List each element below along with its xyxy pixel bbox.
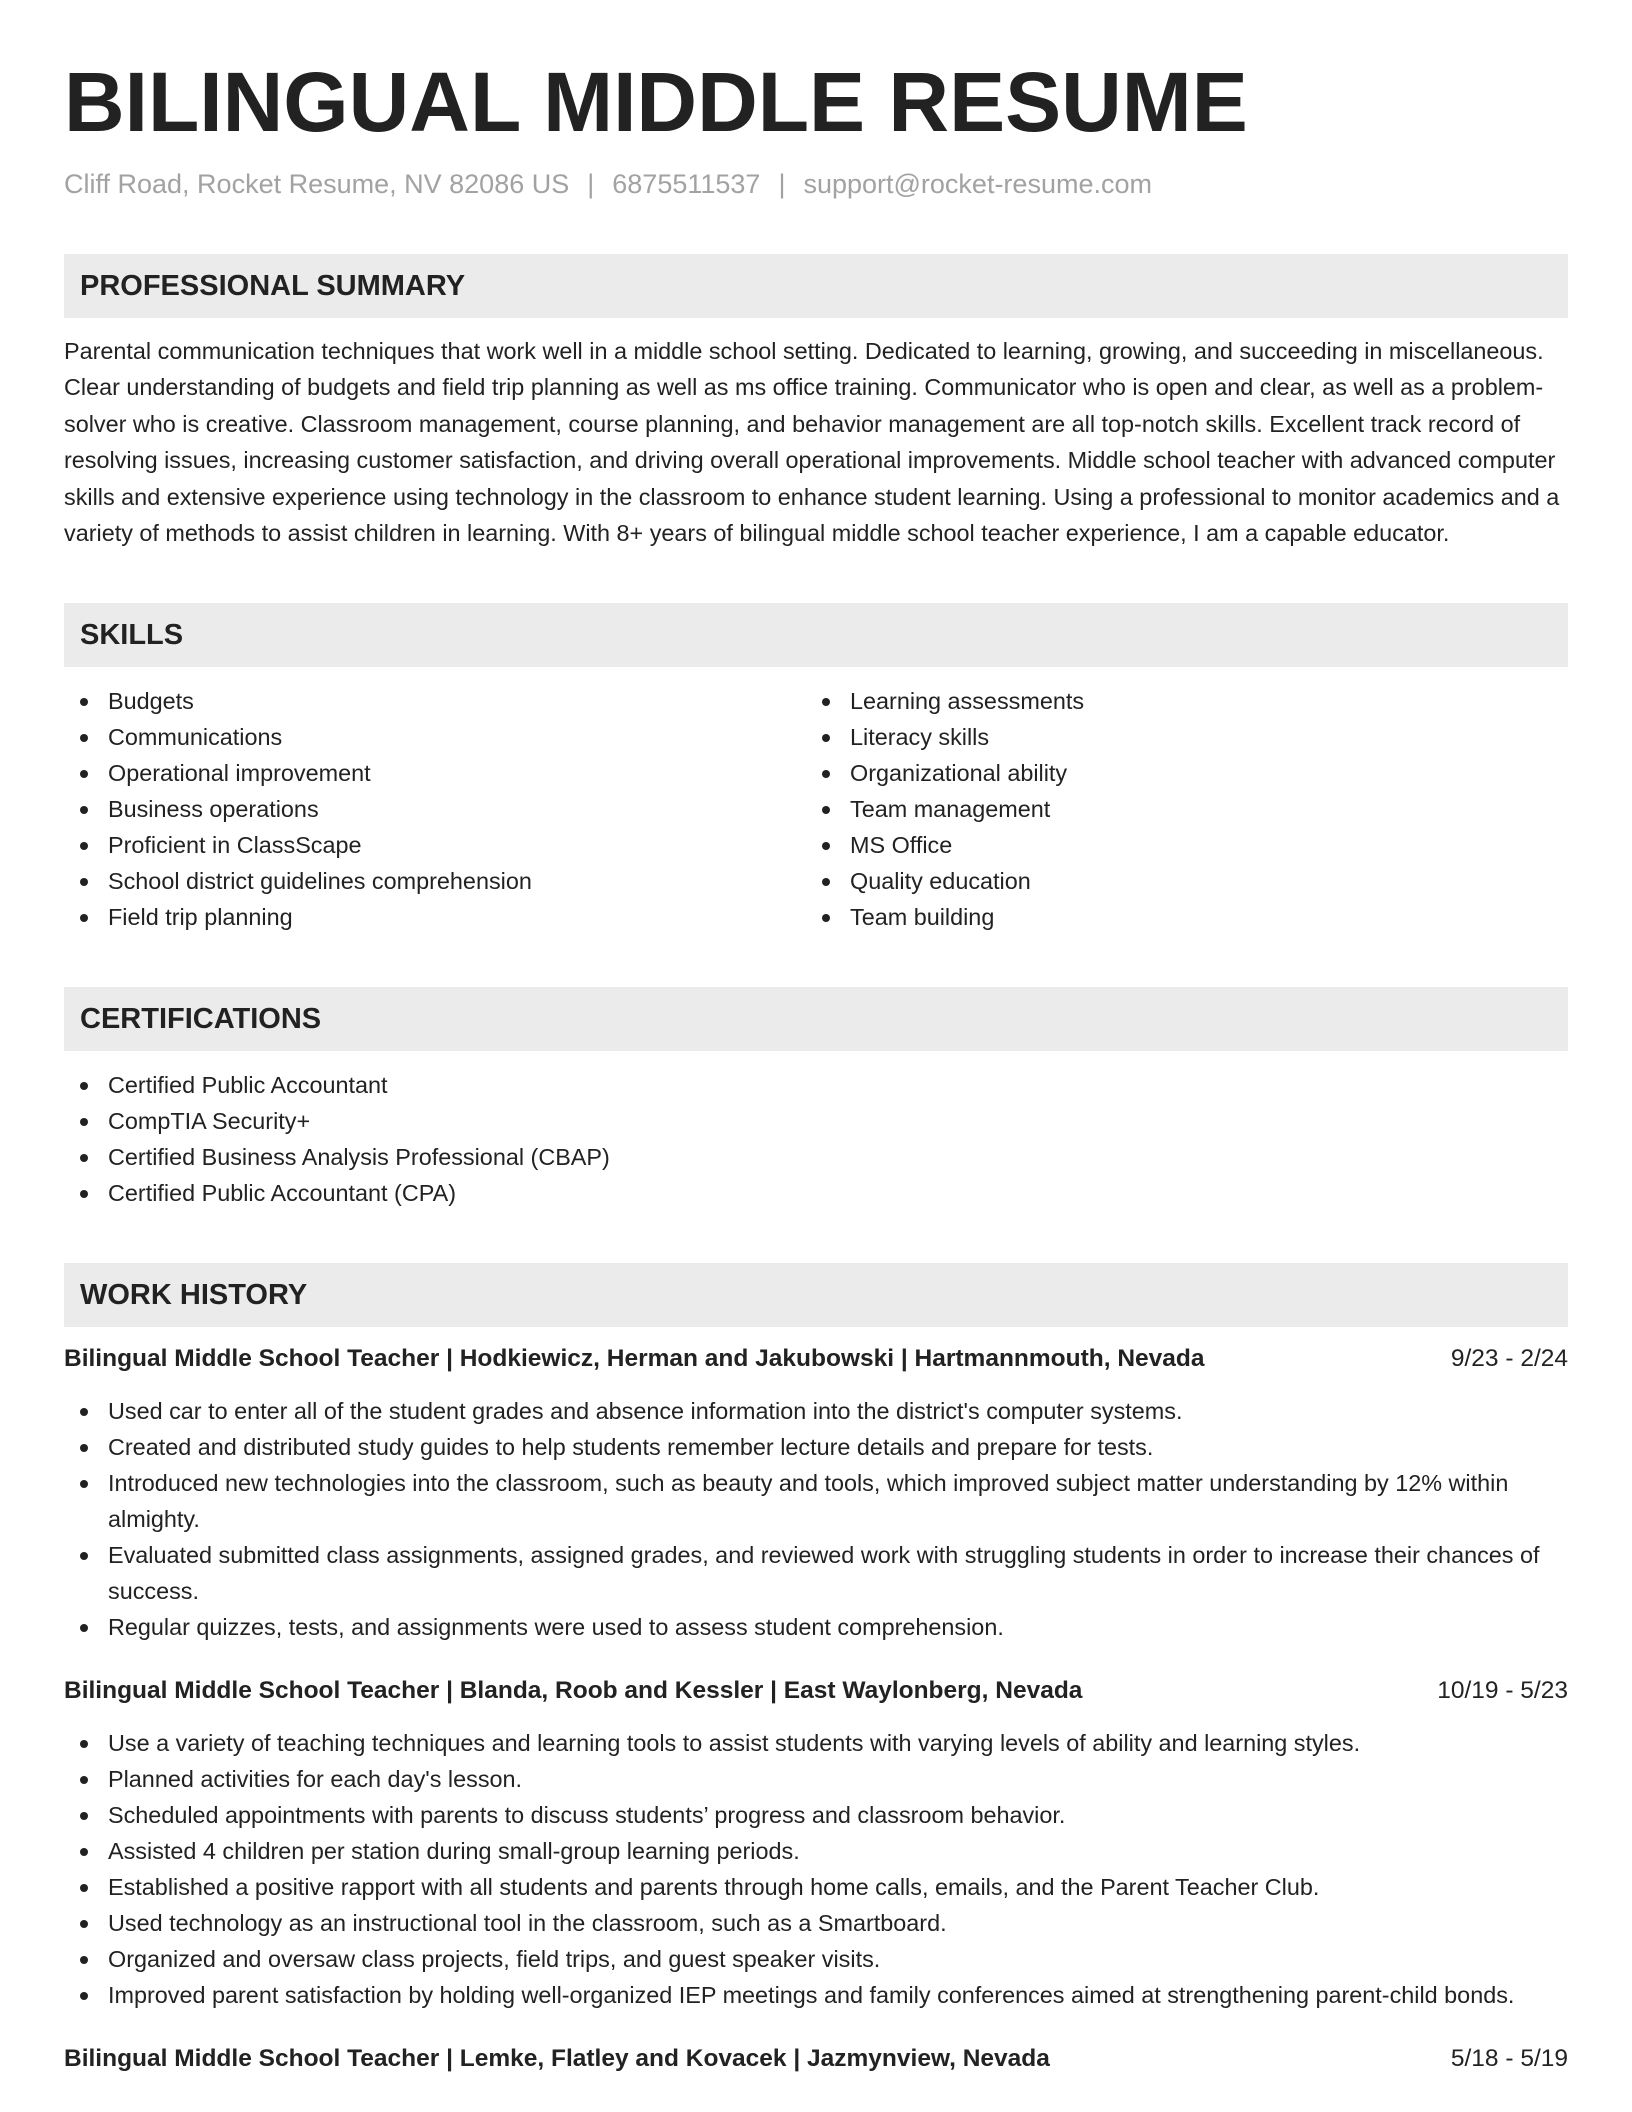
job-bullet: Used technology as an instructional tool in the classroom, such as a Smartboard. (64, 1905, 1568, 1941)
job-dates: 5/18 - 5/19 (1450, 2045, 1568, 2073)
skill-item: Business operations (64, 791, 806, 827)
contact-phone: 6875511537 (612, 169, 761, 199)
skill-item: School district guidelines comprehension (64, 863, 806, 899)
summary-text: Parental communication techniques that work well in a middle school setting. Dedicated to learning, growing, and succeeding in miscellaneous. Clear understanding of budgets and field trip planning as well as ms office training. Communicator who is open and clear, as well as a problem-solver who is creative. Classroom management, course planning, and behavior management are all top-notch skills. Excellent track record of resolving issues, increasing customer satisfaction, and driving overall operational improvements. Middle school teacher with advanced computer skills and extensive experience using technology in the classroom to enhance student learning. Using a professional to monitor academics and a variety of methods to assist children in learning. With 8+ years of bilingual middle school teacher experience, I am a capable educator. (64, 338, 1560, 547)
job-bullet: Used car to enter all of the student grades and absence information into the district's computer systems. (64, 1393, 1568, 1429)
job-bullet: Regular quizzes, tests, and assignments were used to assess student comprehension. (64, 1609, 1568, 1645)
job-bullet: Use a variety of teaching techniques and learning tools to assist students with varying levels of ability and learning styles. (64, 1725, 1568, 1761)
skill-item: Communications (64, 719, 806, 755)
job-header (64, 1341, 1568, 1377)
job-entry (64, 1341, 1568, 1645)
contact-email: support@rocket-resume.com (803, 169, 1152, 199)
skill-item: Proficient in ClassScape (64, 827, 806, 863)
skills-column-left (64, 683, 806, 935)
job-entry (64, 2041, 1568, 2077)
job-bullet: Created and distributed study guides to help students remember lecture details and prepare for tests. (64, 1429, 1568, 1465)
job-dates: 9/23 - 2/24 (1450, 1345, 1568, 1373)
skill-item: Team building (806, 899, 1548, 935)
skill-item: Literacy skills (806, 719, 1548, 755)
job-dates: 10/19 - 5/23 (1437, 1677, 1568, 1705)
job-bullet: Planned activities for each day's lesson. (64, 1761, 1568, 1797)
job-header (64, 2041, 1568, 2077)
job-bullet: Assisted 4 children per station during small-group learning periods. (64, 1833, 1568, 1869)
skill-item: Learning assessments (806, 683, 1548, 719)
contact-address: Cliff Road, Rocket Resume, NV 82086 US (64, 169, 570, 199)
job-bullet: Organized and oversaw class projects, field trips, and guest speaker visits. (64, 1941, 1568, 1977)
job-bullet: Introduced new technologies into the classroom, such as beauty and tools, which improved subject matter understanding by 12% within almighty. (64, 1465, 1568, 1537)
skill-item: Budgets (64, 683, 806, 719)
contact-line (64, 166, 1568, 202)
job-header (64, 1673, 1568, 1709)
resume-page (64, 52, 1568, 2077)
job-bullets (64, 1393, 1568, 1645)
section-header-work-history: WORK HISTORY (64, 1263, 1568, 1327)
skill-item: Field trip planning (64, 899, 806, 935)
certification-item: CompTIA Security+ (64, 1103, 1568, 1139)
skill-item: Team management (806, 791, 1548, 827)
job-entry (64, 1673, 1568, 2013)
resume-name: BILINGUAL MIDDLE RESUME (64, 55, 1248, 149)
certifications-list (64, 1067, 1568, 1211)
job-title: Bilingual Middle School Teacher | Blanda, Roob and Kessler | East Waylonberg, Nevada (64, 1677, 1083, 1705)
job-bullet: Established a positive rapport with all students and parents through home calls, emails, and the Parent Teacher Club. (64, 1869, 1568, 1905)
skill-item: Operational improvement (64, 755, 806, 791)
job-bullets (64, 1725, 1568, 2013)
skill-item: MS Office (806, 827, 1548, 863)
section-header-summary: PROFESSIONAL SUMMARY (64, 254, 1568, 318)
job-bullet: Scheduled appointments with parents to discuss students’ progress and classroom behavior. (64, 1797, 1568, 1833)
section-header-certifications: CERTIFICATIONS (64, 987, 1568, 1051)
contact-separator: | (587, 169, 595, 199)
skill-item: Organizational ability (806, 755, 1548, 791)
job-bullet: Evaluated submitted class assignments, assigned grades, and reviewed work with struggling students in order to increase their chances of success. (64, 1537, 1568, 1609)
certification-item: Certified Public Accountant (64, 1067, 1568, 1103)
skill-item: Quality education (806, 863, 1548, 899)
skills-list (64, 683, 1568, 935)
job-title: Bilingual Middle School Teacher | Lemke, Flatley and Kovacek | Jazmynview, Nevada (64, 2045, 1050, 2073)
contact-separator: | (778, 169, 786, 199)
section-header-skills: SKILLS (64, 603, 1568, 667)
job-bullet: Improved parent satisfaction by holding well-organized IEP meetings and family conferences aimed at strengthening parent-child bonds. (64, 1977, 1568, 2013)
certification-item: Certified Business Analysis Professional (CBAP) (64, 1139, 1568, 1175)
skills-column-right (806, 683, 1548, 935)
certification-item: Certified Public Accountant (CPA) (64, 1175, 1568, 1211)
job-title: Bilingual Middle School Teacher | Hodkiewicz, Herman and Jakubowski | Hartmannmouth, Nevada (64, 1345, 1205, 1373)
